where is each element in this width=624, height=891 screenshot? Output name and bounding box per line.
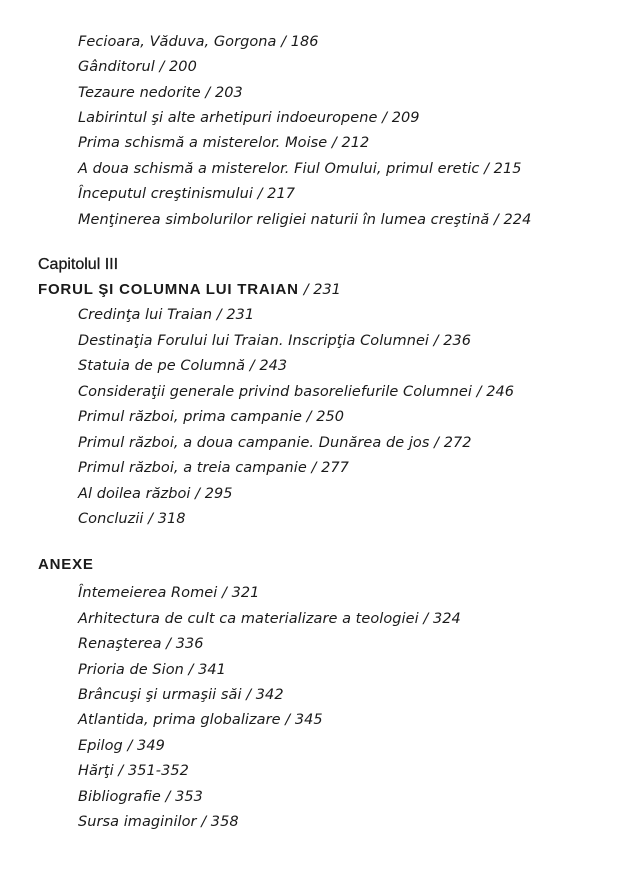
chapter-label: Capitolul III	[38, 256, 119, 273]
annexes-title: ANEXE	[38, 556, 94, 573]
toc-entry: Bibliografie / 353	[78, 789, 203, 805]
toc-entry: Menţinerea simbolurilor religiei naturii în lumea creştină / 224	[78, 212, 532, 228]
toc-entry: Tezaure nedorite / 203	[78, 85, 243, 101]
toc-entry: Gânditorul / 200	[78, 59, 197, 75]
toc-entry: Credinţa lui Traian / 231	[78, 307, 255, 323]
toc-entry: Al doilea război / 295	[78, 486, 233, 502]
chapter-title-page: / 231	[303, 282, 341, 298]
toc-entry: Primul război, a treia campanie / 277	[78, 460, 349, 476]
toc-entry: Atlantida, prima globalizare / 345	[78, 712, 323, 728]
toc-entry: Începutul creştinismului / 217	[78, 186, 296, 202]
toc-entry: Brâncuşi şi urmaşii săi / 342	[78, 687, 284, 703]
toc-entry: A doua schismă a misterelor. Fiul Omului, primul eretic / 215	[78, 161, 522, 177]
toc-entry: Consideraţii generale privind basoreliefurile Columnei / 246	[78, 384, 515, 400]
toc-entry: Epilog / 349	[78, 738, 165, 754]
toc-entry: Primul război, prima campanie / 250	[78, 409, 345, 425]
toc-entry: Labirintul şi alte arhetipuri indoeuropene / 209	[78, 110, 420, 126]
toc-entry: Prima schismă a misterelor. Moise / 212	[78, 135, 370, 151]
toc-entry: Renaşterea / 336	[78, 636, 204, 652]
toc-entry: Prioria de Sion / 341	[78, 662, 226, 678]
toc-entry: Întemeierea Romei / 321	[78, 585, 260, 601]
chapter-title	[38, 280, 341, 300]
chapter-title-text: FORUL ŞI COLUMNA LUI TRAIAN	[38, 281, 299, 298]
toc-entry: Hărţi / 351-352	[78, 763, 189, 779]
toc-entry: Primul război, a doua campanie. Dunărea de jos / 272	[78, 435, 472, 451]
toc-entry: Destinaţia Forului lui Traian. Inscripţia Columnei / 236	[78, 333, 472, 349]
toc-entry: Fecioara, Văduva, Gorgona / 186	[78, 34, 319, 50]
toc-entry: Arhitectura de cult ca materializare a teologiei / 324	[78, 611, 461, 627]
toc-entry: Concluzii / 318	[78, 511, 186, 527]
toc-entry: Statuia de pe Columnă / 243	[78, 358, 288, 374]
toc-entry: Sursa imaginilor / 358	[78, 814, 239, 830]
